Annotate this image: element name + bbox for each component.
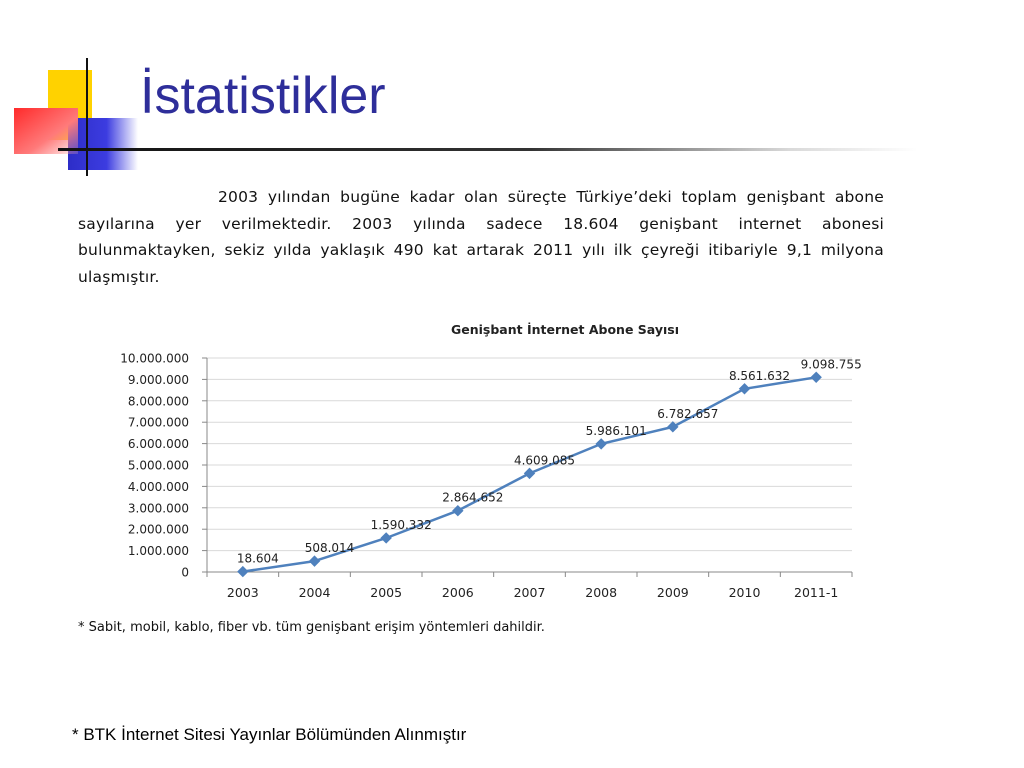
source-note: * BTK İnternet Sitesi Yayınlar Bölümünden Alınmıştır	[72, 725, 467, 744]
x-tick-label: 2010	[728, 585, 761, 600]
x-tick-label: 2011-1	[794, 585, 839, 600]
y-tick-labels	[120, 352, 189, 580]
chart-footnote: * Sabit, mobil, kablo, fiber vb. tüm genişbant erişim yöntemleri dahildir.	[78, 620, 545, 635]
y-tick-label: 5.000.000	[127, 458, 189, 473]
y-tick-label: 10.000.000	[120, 351, 189, 366]
data-label: 18.604	[236, 551, 279, 566]
data-point-marker	[740, 384, 750, 394]
y-tick-label: 2.000.000	[127, 522, 189, 537]
data-point-marker	[238, 567, 248, 577]
data-point-marker	[310, 556, 320, 566]
y-tick-label: 1.000.000	[127, 544, 189, 559]
slide-title: İstatistikler	[140, 67, 386, 125]
y-tick-label: 7.000.000	[127, 415, 189, 430]
data-point-marker	[453, 506, 463, 516]
data-label: 9.098.755	[800, 357, 862, 372]
data-point-marker	[525, 468, 535, 478]
x-tick-label: 2005	[370, 585, 403, 600]
data-point-marker	[811, 372, 821, 382]
data-label: 1.590.332	[370, 517, 432, 532]
y-tick-label: 9.000.000	[127, 372, 189, 387]
x-tick-labels	[227, 585, 838, 600]
x-tick-label: 2009	[656, 585, 689, 600]
x-tick-label: 2008	[585, 585, 618, 600]
data-label: 5.986.101	[585, 423, 647, 438]
y-tick-label: 6.000.000	[127, 437, 189, 452]
intro-paragraph: 2003 yılından bugüne kadar olan süreçte Türkiye’deki toplam genişbant abone sayılarına yer verilmektedir. 2003 yılında sadece 18.604 genişbant internet abonesi bulunmaktayken, sekiz yılda yaklaşık 490 kat artarak 2011 yılı ilk çeyreği itibariyle 9,1 milyona ulaşmıştır.	[78, 188, 884, 286]
x-tick-label: 2007	[513, 585, 546, 600]
chart-title: Genişbant İnternet Abone Sayısı	[451, 322, 679, 337]
y-tick-label: 4.000.000	[127, 479, 189, 494]
data-label: 4.609.085	[513, 453, 576, 468]
y-tick-label: 0	[181, 565, 189, 580]
x-tick-label: 2003	[226, 585, 259, 600]
x-tick-label: 2004	[298, 585, 331, 600]
data-label: 2.864.652	[442, 490, 504, 505]
axes	[202, 358, 852, 577]
x-tick-label: 2006	[441, 585, 474, 600]
data-label: 8.561.632	[728, 368, 791, 383]
data-labels	[237, 357, 862, 565]
y-tick-label: 8.000.000	[127, 394, 189, 409]
data-label: 6.782.657	[657, 406, 719, 421]
data-point-marker	[596, 439, 606, 449]
data-point-marker	[668, 422, 678, 432]
y-tick-label: 3.000.000	[127, 501, 189, 516]
data-point-marker	[381, 533, 391, 543]
data-label: 508.014	[304, 541, 355, 556]
